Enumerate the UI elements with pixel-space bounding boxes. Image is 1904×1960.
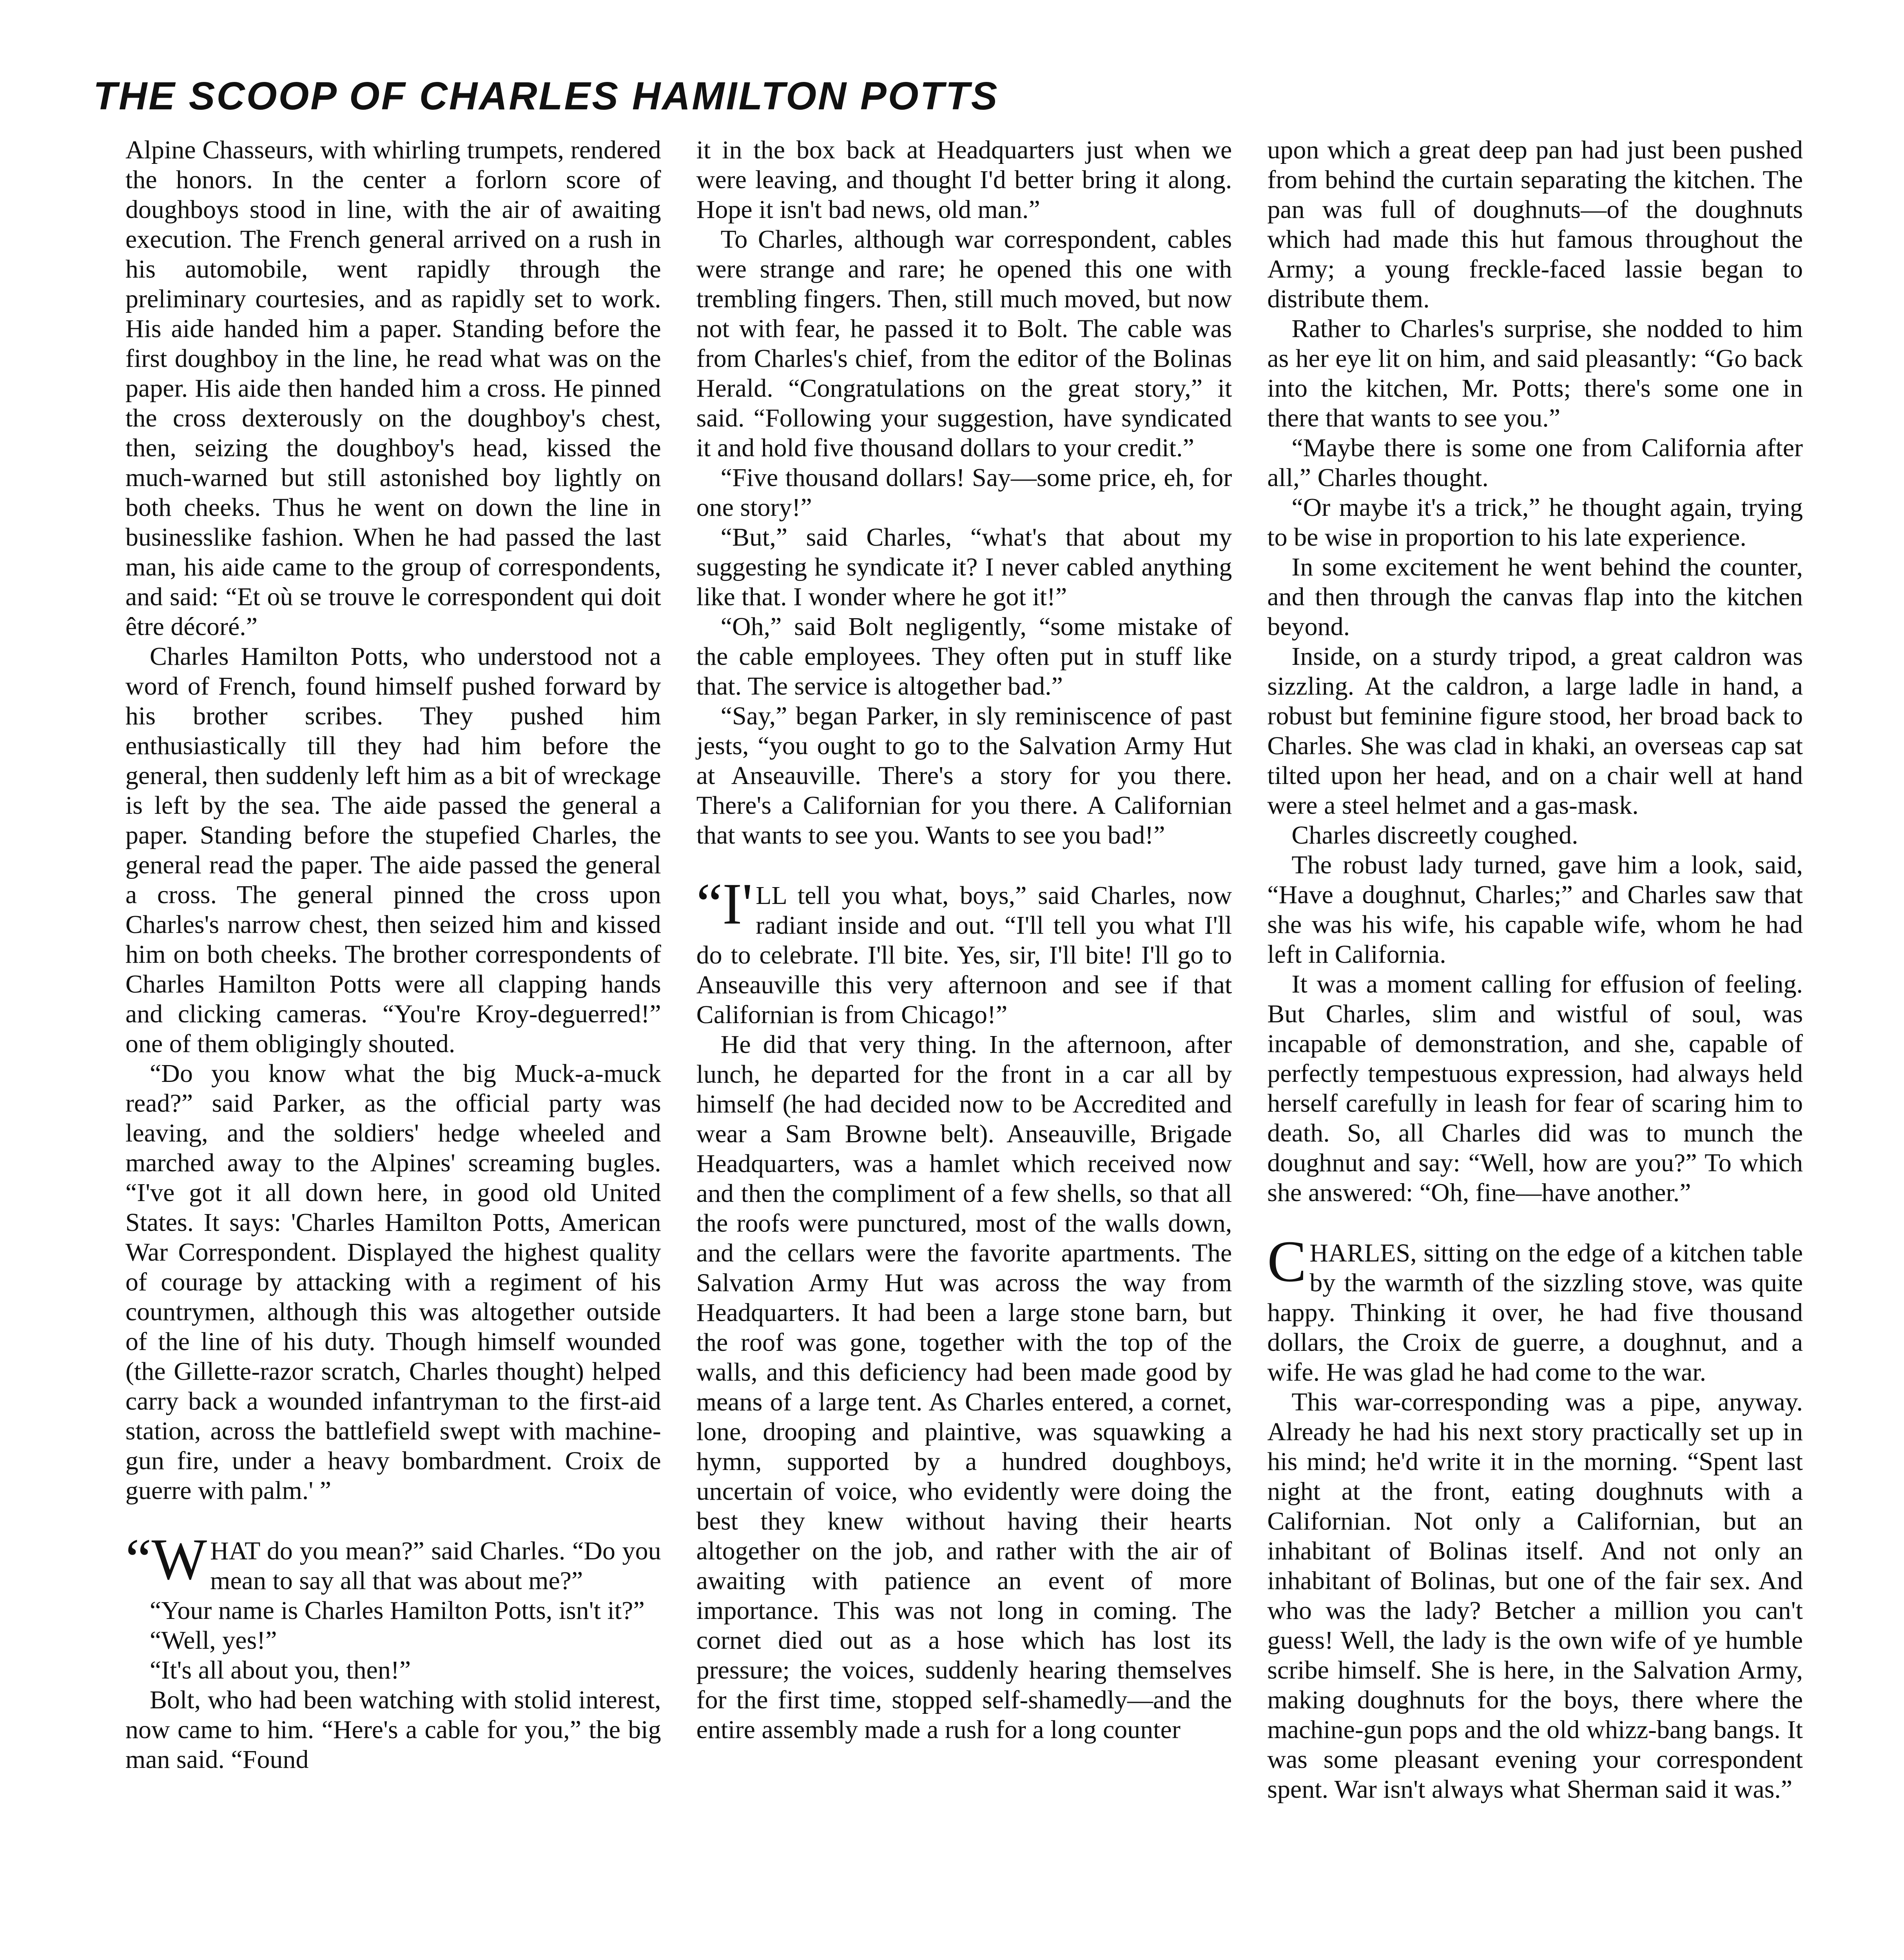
- paragraph: it in the box back at Headquarters just when we were leaving, and thought I'd better bring it along. Hope it isn't bad news, old man.”: [696, 136, 1232, 224]
- paragraph: This war-corresponding was a pipe, anyway. Already he had his next story practically set up in his mind; he'd write it in the morning. “Spent last night at the front, eating doughnuts with a Californian. Not only a Californian, but an inhabitant of Bolinas itself. And not only an inhabitant of Bolinas, but one of the fair sex. And who was the lady? Betcher a million you can't guess! Well, the lady is the own wife of ye humble scribe himself. She is here, in the Salvation Army, making doughnuts for the boys, there where the machine-gun pops and the old whizz-bang bangs. It was some pleasant evening your correspondent spent. War isn't always what Sherman said it was.”: [1267, 1388, 1803, 1804]
- paragraph: upon which a great deep pan had just been pushed from behind the curtain separating the kitchen. The pan was full of doughnuts—of the doughnuts which had made this hut famous throughout the Army; a young freckle-faced lassie began to distribute them.: [1267, 136, 1803, 313]
- paragraph: “But,” said Charles, “what's that about my suggesting he syndicate it? I never cabled anything like that. I wonder where he got it!”: [696, 523, 1232, 611]
- section-opening-paragraph: CHARLES, sitting on the edge of a kitchen table by the warmth of the sizzling stove, was quite happy. Thinking it over, he had five thousand dollars, the Croix de guerre, a doughnut, and a wife. He was glad he had come to the war.: [1267, 1229, 1803, 1387]
- article-column-1: [125, 135, 661, 1775]
- paragraph: “Five thousand dollars! Say—some price, eh, for one story!”: [696, 463, 1232, 522]
- paragraph: “Maybe there is some one from California after all,” Charles thought.: [1267, 434, 1803, 492]
- paragraph: Rather to Charles's surprise, she nodded to him as her eye lit on him, and said pleasantly: “Go back into the kitchen, Mr. Potts; there's some one in there that wants to see you.”: [1267, 314, 1803, 432]
- paragraph: Inside, on a sturdy tripod, a great caldron was sizzling. At the caldron, a large ladle in hand, a robust but feminine figure stood, her broad back to Charles. She was clad in khaki, an overseas cap sat tilted upon her head, and on a chair well at hand were a steel helmet and a gas-mask.: [1267, 642, 1803, 820]
- paragraph: “It's all about you, then!”: [150, 1656, 411, 1684]
- article-body: [125, 135, 1803, 1960]
- paragraph: “Or maybe it's a trick,” he thought again, trying to be wise in proportion to his late experience.: [1267, 493, 1803, 552]
- article-column-2: [696, 135, 1232, 1745]
- paragraph: The robust lady turned, gave him a look, said, “Have a doughnut, Charles;” and Charles saw that she was his wife, his capable wife, whom he had left in California.: [1267, 851, 1803, 969]
- paragraph: In some excitement he went behind the counter, and then through the canvas flap into the kitchen beyond.: [1267, 553, 1803, 641]
- paragraph: He did that very thing. In the afternoon, after lunch, he departed for the front in a car all by himself (he had decided now to be Accredited and wear a Sam Browne belt). Anseauville, Brigade Headquarters, was a hamlet which received now and then the compliment of a few shells, so that all the roofs were punctured, most of the walls down, and the cellars were the favorite apartments. The Salvation Army Hut was across the way from Headquarters. It had been a large stone barn, but the roof was gone, together with the top of the walls, and this deficiency had been made good by means of a large tent. As Charles entered, a cornet, lone, drooping and plaintive, was squawking a hymn, supported by a hundred doughboys, uncertain of voice, who evidently were doing the best they knew without having their hearts altogether on the job, and rather with the air of awaiting with patience an event of more importance. This was not long in coming. The cornet died out as a hose which has lost its pressure; the voices, suddenly hearing themselves for the first time, stopped self-shamedly—and the entire assembly made a rush for a long counter: [696, 1030, 1232, 1744]
- paragraph: Bolt, who had been watching with stolid interest, now came to him. “Here's a cable for you,” the big man said. “Found: [125, 1686, 661, 1774]
- paragraph: “Your name is Charles Hamilton Potts, isn't it?”: [150, 1596, 645, 1625]
- paragraph: “Say,” began Parker, in sly reminiscence of past jests, “you ought to go to the Salvation Army Hut at Anseauville. There's a story for you there. There's a Californian for you there. A Californian that wants to see you. Wants to see you bad!”: [696, 702, 1232, 849]
- paragraph: To Charles, although war correspondent, cables were strange and rare; he opened this one with trembling fingers. Then, still much moved, but now not with fear, he passed it to Bolt. The cable was from Charles's chief, from the editor of the Bolinas Herald. “Congratulations on the great story,” it said. “Following your suggestion, have syndicated it and hold five thousand dollars to your credit.”: [696, 225, 1232, 462]
- section-opening-paragraph: “WHAT do you mean?” said Charles. “Do you mean to say all that was about me?”: [125, 1527, 661, 1595]
- paragraph: Charles discreetly coughed.: [1291, 821, 1578, 849]
- paragraph: “Oh,” said Bolt negligently, “some mistake of the cable employees. They often put in stuff like that. The service is altogether bad.”: [696, 612, 1232, 701]
- page-title: THE SCOOP OF CHARLES HAMILTON POTTS: [93, 74, 999, 118]
- paragraph: Alpine Chasseurs, with whirling trumpets, rendered the honors. In the center a forlorn score of doughboys stood in line, with the air of awaiting execution. The French general arrived on a rush in his automobile, went rapidly through the preliminary courtesies, and as rapidly set to work. His aide handed him a paper. Standing before the first doughboy in the line, he read what was on the paper. His aide then handed him a cross. He pinned the cross dexterously on the doughboy's chest, then, seizing the doughboy's head, kissed the much-warned but still astonished boy lightly on both cheeks. Thus he went on down the line in businesslike fashion. When he had passed the last man, his aide came to the group of correspondents, and said: “Et où se trouve le correspondent qui doit être décoré.”: [125, 136, 661, 641]
- paragraph: “Well, yes!”: [150, 1626, 277, 1655]
- paragraph: It was a moment calling for effusion of feeling. But Charles, slim and wistful of soul, was incapable of demonstration, and she, capable of perfectly tempestuous expression, had always held herself carefully in leash for fear of scaring him to death. So, all Charles did was to munch the doughnut and say: “Well, how are you?” To which she answered: “Oh, fine—have another.”: [1267, 970, 1803, 1207]
- paragraph: Charles Hamilton Potts, who understood not a word of French, found himself pushed forward by his brother scribes. They pushed him enthusiastically till they had him before the general, then suddenly left him as a bit of wreckage is left by the sea. The aide passed the general a paper. Standing before the stupefied Charles, the general read the paper. The aide passed the general a cross. The general pinned the cross upon Charles's narrow chest, then seized him and kissed him on both cheeks. The brother correspondents of Charles Hamilton Potts were all clapping hands and clicking cameras. “You're Kroy-deguerred!” one of them obligingly shouted.: [125, 642, 661, 1058]
- article-column-3: [1267, 135, 1803, 1804]
- paragraph: “Do you know what the big Muck-a-muck read?” said Parker, as the official party was leaving, and the soldiers' hedge wheeled and marched away to the Alpines' screaming bugles. “I've got it all down here, in good old United States. It says: 'Charles Hamilton Potts, American War Correspondent. Displayed the highest quality of courage by attacking with a regiment of his countrymen, although this was altogether outside of the line of his duty. Though himself wounded (the Gillette-razor scratch, Charles thought) helped carry back a wounded infantryman to the first-aid station, across the battlefield swept with machine-gun fire, under a heavy bombardment. Croix de guerre with palm.' ”: [125, 1059, 661, 1505]
- section-opening-paragraph: “I'LL tell you what, boys,” said Charles, now radiant inside and out. “I'll tell you what I'll do to celebrate. I'll bite. Yes, sir, I'll bite! I'll go to Anseauville this very afternoon and see if that Californian is from Chicago!”: [696, 871, 1232, 1029]
